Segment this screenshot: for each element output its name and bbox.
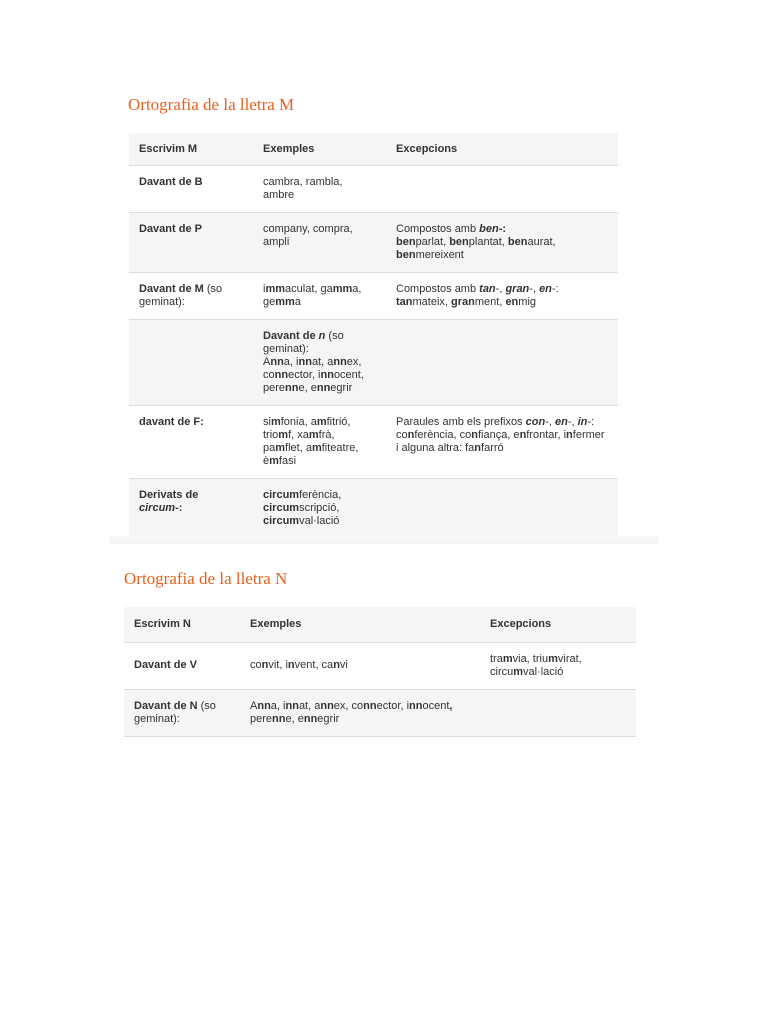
row-examples: convit, invent, canvi bbox=[240, 642, 480, 689]
row-examples: cambra, rambla, ambre bbox=[253, 166, 386, 213]
row-examples: Davant de n (so geminat): Anna, innat, annex, connector, innocent, perenne, ennegrir bbox=[253, 320, 386, 406]
section-m-title: Ortografia de la lletra M bbox=[128, 95, 295, 114]
row-examples: immaculat, gamma, gemma bbox=[253, 273, 386, 320]
table-row bbox=[129, 213, 618, 273]
table-row bbox=[129, 166, 618, 213]
row-label: Davant de M (so geminat): bbox=[129, 273, 253, 320]
row-exceptions bbox=[386, 320, 618, 406]
table-row bbox=[129, 479, 618, 539]
row-exceptions: Compostos amb ben-: benparlat, benplantat, benaurat, benmereixent bbox=[386, 213, 618, 273]
row-label bbox=[129, 320, 253, 406]
row-examples: circumferència, circumscripció, circumval·lació bbox=[253, 479, 386, 539]
section-n-title: Ortografia de la lletra N bbox=[124, 569, 288, 588]
row-label: Derivats de circum-: bbox=[129, 479, 253, 539]
table-row bbox=[129, 273, 618, 320]
table-row bbox=[129, 320, 618, 406]
table-header-row bbox=[124, 607, 636, 642]
col-header-exemples: Exemples bbox=[253, 133, 386, 166]
section-divider bbox=[110, 536, 658, 544]
row-label: Davant de N (so geminat): bbox=[124, 689, 240, 736]
row-exceptions bbox=[386, 166, 618, 213]
row-label: Davant de V bbox=[124, 642, 240, 689]
row-exceptions: Paraules amb els prefixos con-, en-, in-: conferència, confiança, enfrontar, infermer i alguna altra: fanfarró bbox=[386, 406, 618, 479]
col-header-escrivim: Escrivim N bbox=[124, 607, 240, 642]
row-label: Davant de P bbox=[129, 213, 253, 273]
row-exceptions: Compostos amb tan-, gran-, en-: tanmateix, granment, enmig bbox=[386, 273, 618, 320]
col-header-excepcions: Excepcions bbox=[386, 133, 618, 166]
row-label: Davant de B bbox=[129, 166, 253, 213]
col-header-escrivim: Escrivim M bbox=[129, 133, 253, 166]
col-header-excepcions: Excepcions bbox=[480, 607, 636, 642]
table-header-row bbox=[129, 133, 618, 166]
table-row bbox=[124, 642, 636, 689]
row-exceptions: tramvia, triumvirat, circumval·lació bbox=[480, 642, 636, 689]
row-examples: simfonia, amfitrió, triomf, xamfrà, pamflet, amfiteatre, èmfasi bbox=[253, 406, 386, 479]
table-row bbox=[129, 406, 618, 479]
row-label: davant de F: bbox=[129, 406, 253, 479]
row-exceptions bbox=[386, 479, 618, 539]
col-header-exemples: Exemples bbox=[240, 607, 480, 642]
row-examples: company, compra, ampli bbox=[253, 213, 386, 273]
row-exceptions bbox=[480, 689, 636, 736]
table-lletra-n bbox=[124, 607, 636, 737]
row-examples: Anna, innat, annex, connector, innocent, perenne, ennegrir bbox=[240, 689, 480, 736]
table-row bbox=[124, 689, 636, 736]
table-lletra-m bbox=[129, 133, 618, 539]
